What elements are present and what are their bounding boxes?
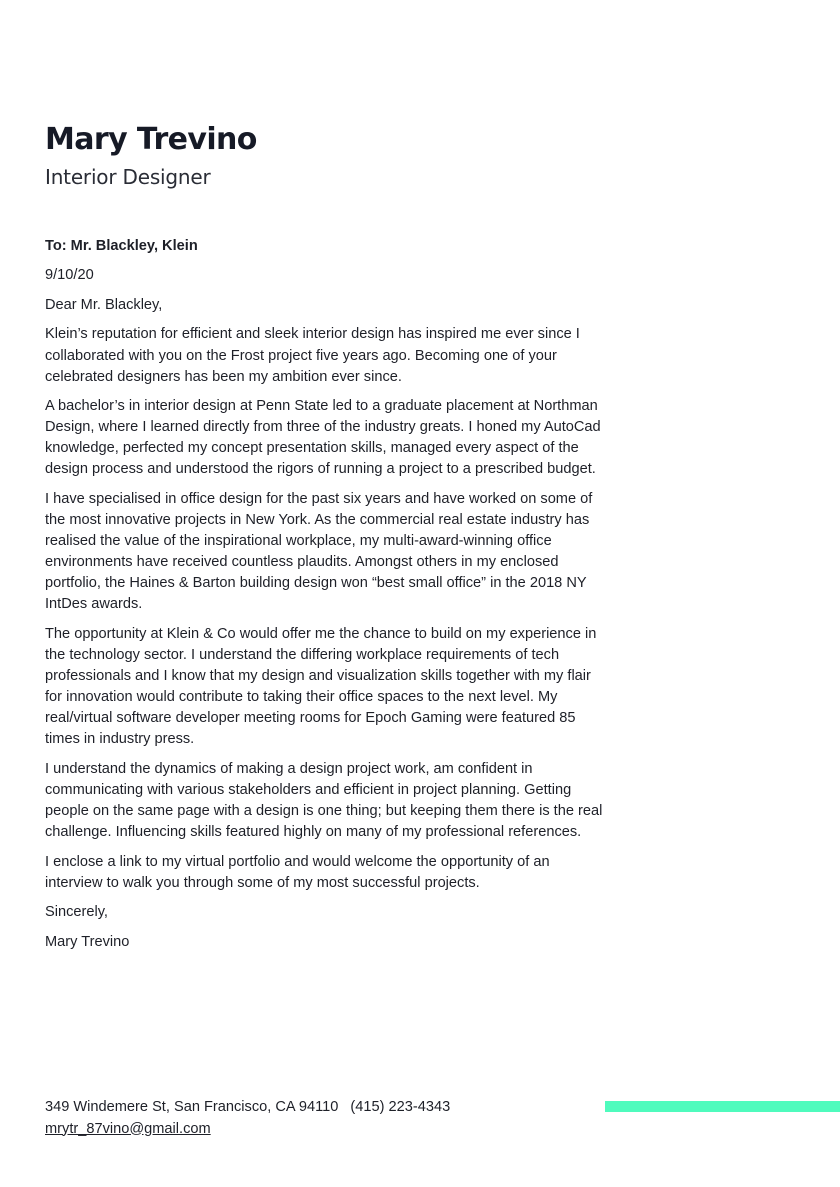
letter-header: [45, 120, 257, 190]
body-paragraph: The opportunity at Klein & Co would offer me the chance to build on my experience in the technology sector. I understand the differing workplace requirements of tech professionals and I know that my design and visualization skills together with my flair for innovation would contribute to taking their office spaces to the next level. My real/virtual software developer meeting rooms for Epoch Gaming were featured 85 times in industry press.: [45, 625, 597, 748]
body-paragraph: A bachelor’s in interior design at Penn State led to a graduate placement at Northman Design, where I learned directly from three of the industry greats. I honed my AutoCad knowledge, perfected my concept presentation skills, managed every aspect of the design process and understood the rigors of running a project to a prescribed budget.: [45, 398, 601, 478]
recipient: To: Mr. Blackley, Klein: [45, 238, 198, 254]
accent-bar: [605, 1101, 840, 1112]
letter-body: [45, 236, 605, 961]
body-paragraph: I have specialised in office design for the past six years and have worked on some of the most innovative projects in New York. As the commercial real estate industry has realised the value of the inspirational workplace, my multi-award-winning office environments have received countless plaudits. Amongst others in my enclosed portfolio, the Haines & Barton building design won “best small office” in the 2018 NY IntDes awards.: [45, 490, 593, 613]
phone: (415) 223-4343: [350, 1099, 451, 1115]
email-link[interactable]: mrytr_87vino@gmail.com: [45, 1120, 211, 1137]
letter-date: 9/10/20: [45, 267, 94, 284]
contact-footer: [45, 1097, 450, 1140]
body-paragraph: Klein’s reputation for efficient and sleek interior design has inspired me ever since I collaborated with you on the Frost project five years ago. Becoming one of your celebrated designers has been my ambition ever since.: [45, 326, 580, 385]
body-paragraph: I enclose a link to my virtual portfolio and would welcome the opportunity of an interview to walk you through some of my most successful projects.: [45, 853, 550, 891]
contact-line: [45, 1097, 450, 1119]
signature: Mary Trevino: [45, 933, 130, 950]
salutation: Dear Mr. Blackley,: [45, 296, 163, 313]
body-paragraph: I understand the dynamics of making a design project work, am confident in communicating with various stakeholders and efficient in project planning. Getting people on the same page with a design is one thing; but keeping them there is the real challenge. Influencing skills featured highly on many of my professional references.: [45, 760, 603, 841]
job-title: Interior Designer: [45, 165, 211, 189]
closing: Sincerely,: [45, 904, 108, 921]
applicant-name: Mary Trevino: [45, 122, 257, 157]
address: 349 Windemere St, San Francisco, CA 94110: [45, 1099, 339, 1115]
